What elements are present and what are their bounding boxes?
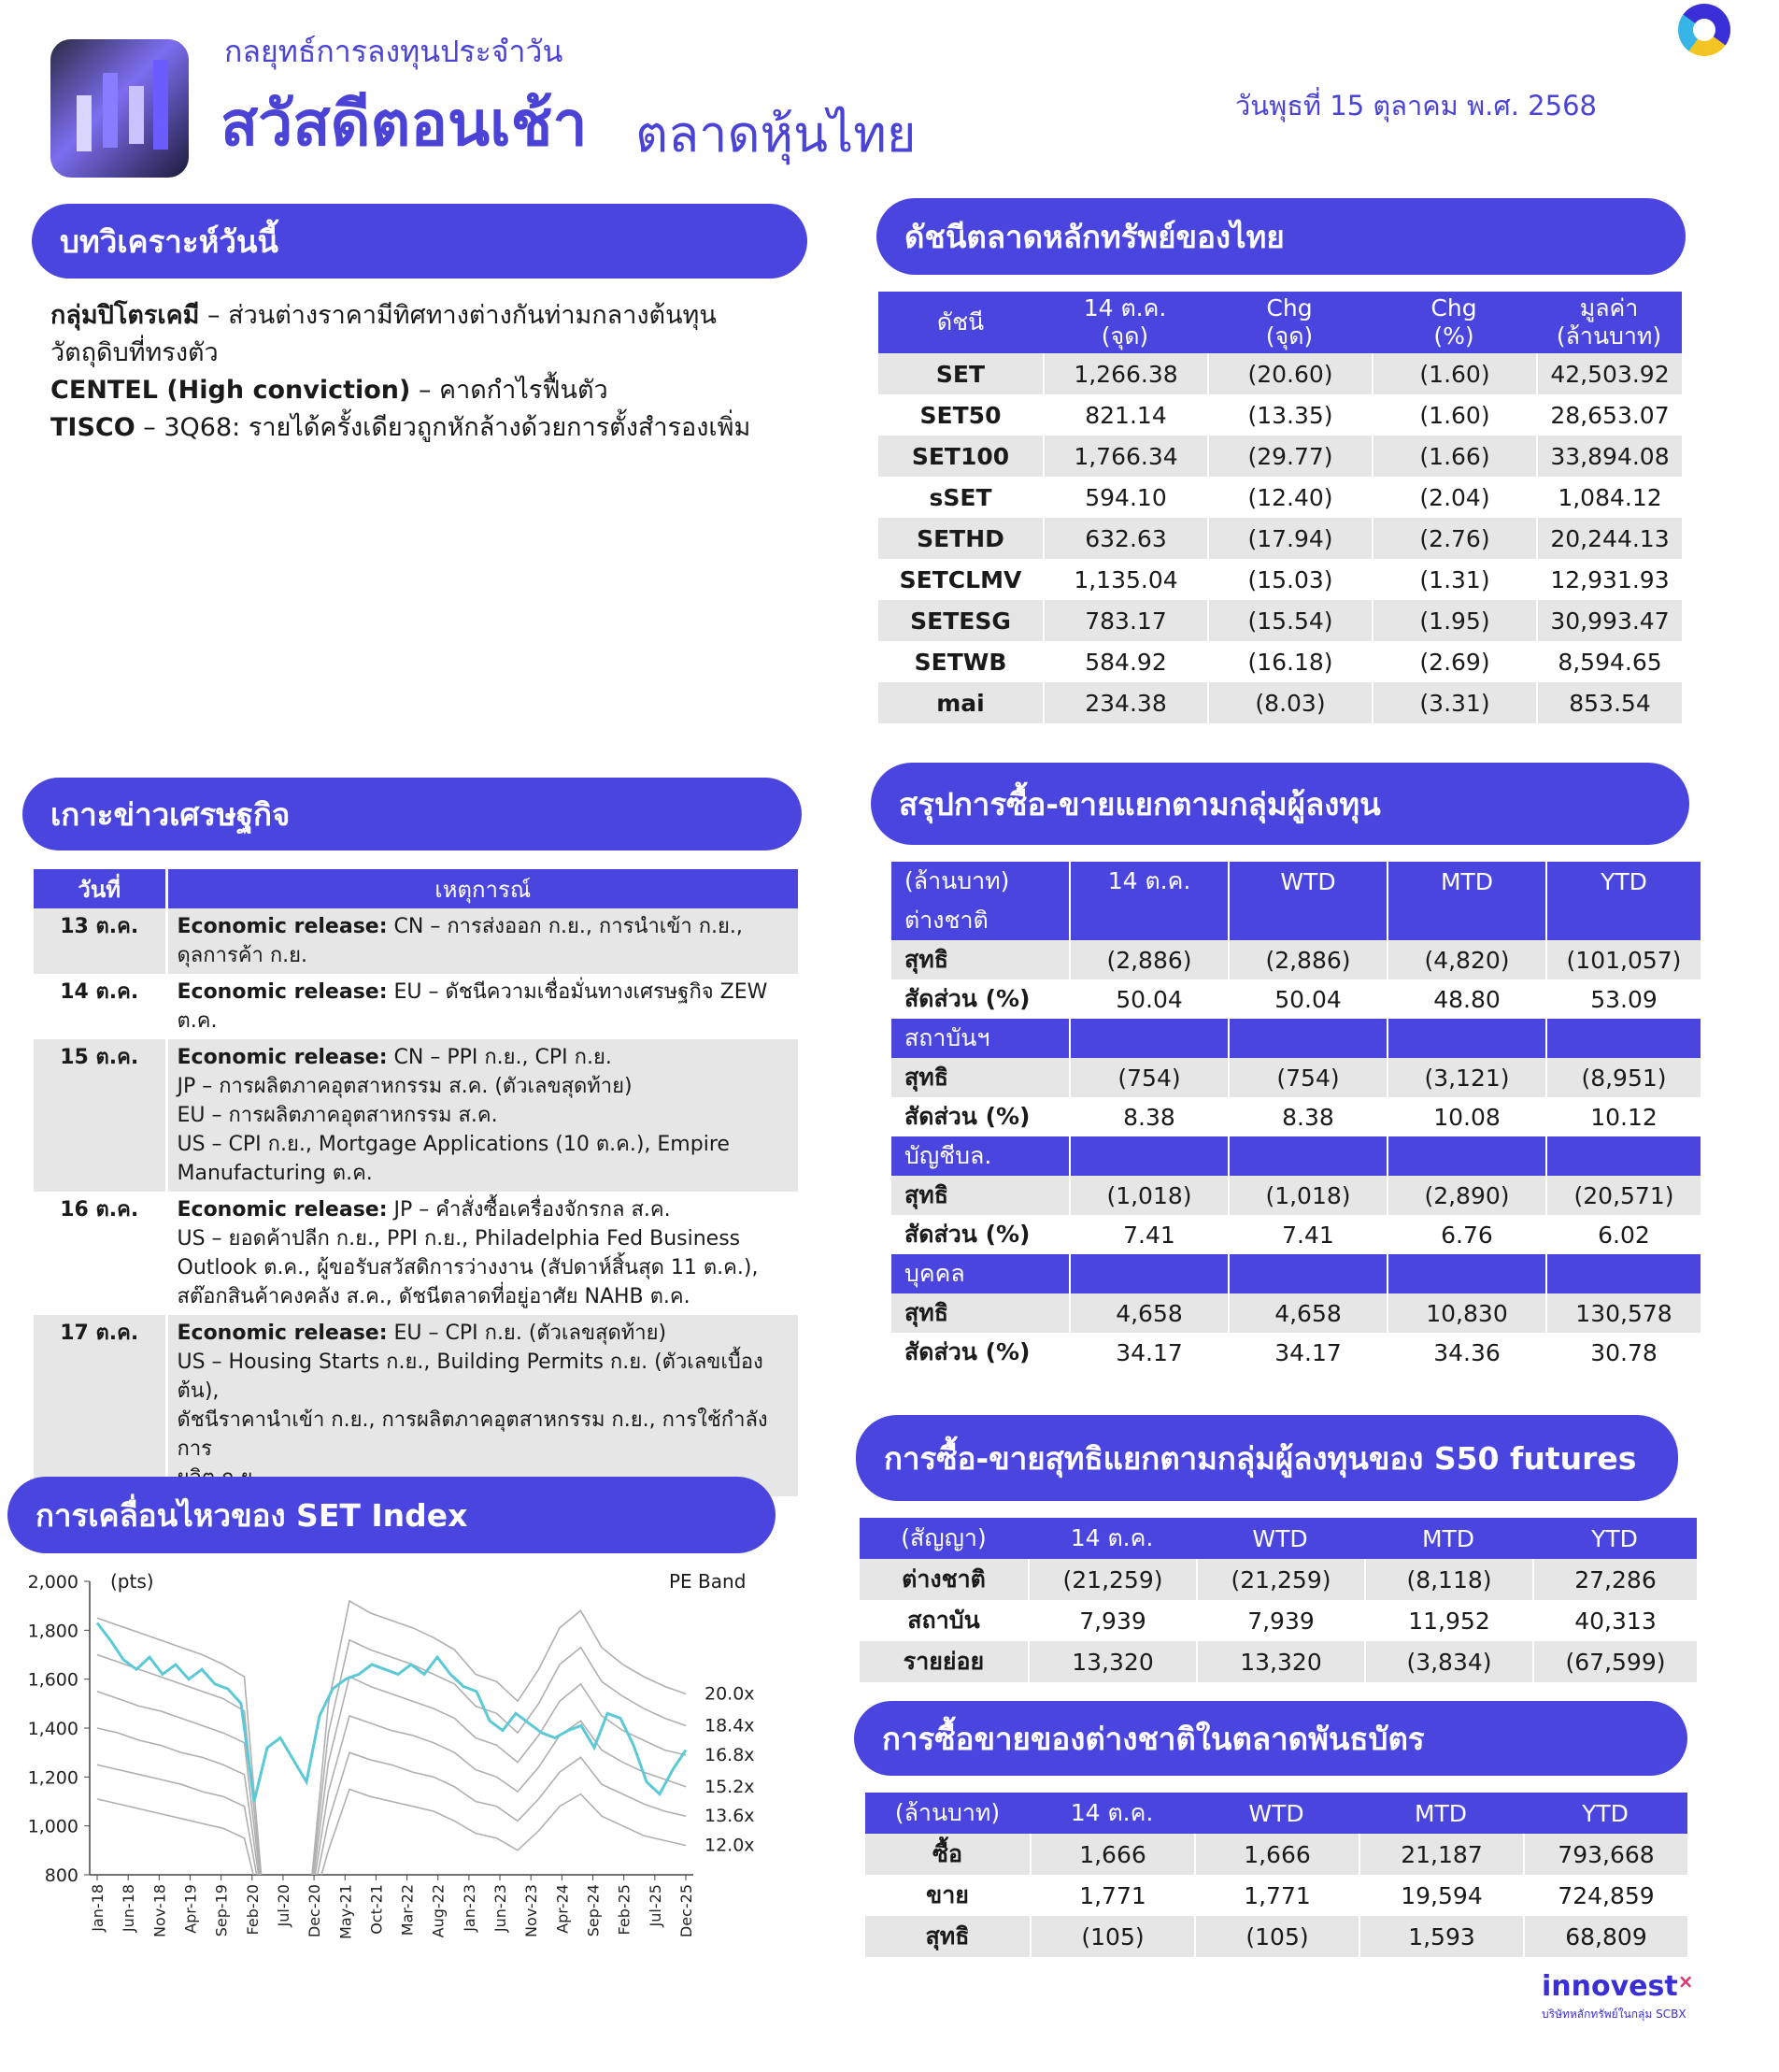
chart-x-tick-label: Dec-20 [306,1884,324,1938]
index-row-cell: 821.14 [1043,394,1207,436]
news-event-line: Economic release: JP – คำสั่งซื้อเครื่องจักรกล ส.ค. [177,1198,671,1222]
investor-share-row-cell: 7.41 [1228,1215,1387,1254]
investor-share-row-cell: สัดส่วน (%) [891,979,1069,1019]
set-index-chart [0,1563,822,1955]
index-heading: ดัชนีตลาดหลักทรัพย์ของไทย [876,198,1686,275]
futures-col-header: MTD [1364,1518,1532,1559]
investor-net-row-cell: (2,886) [1228,940,1387,979]
index-row-cell: 42,503.92 [1536,353,1682,394]
futures-col-header: WTD [1196,1518,1364,1559]
chart-x-tick-label: Aug-22 [429,1884,448,1938]
investor-net-row-cell: (2,890) [1387,1176,1545,1215]
investor-share-row-cell: 6.02 [1545,1215,1701,1254]
index-row-cell: 1,766.34 [1043,436,1207,477]
index-row-cell: 853.54 [1536,682,1682,723]
chart-x-tick-label: Sep-19 [212,1884,231,1937]
index-row-cell: SET [878,353,1043,394]
investor-share-row-cell: 8.38 [1228,1097,1387,1136]
chart-unit-label: (pts) [110,1570,154,1593]
investor-net-row-cell: (4,820) [1387,940,1545,979]
index-row [878,518,1682,559]
bonds-row-cell: 19,594 [1359,1875,1523,1916]
investor-group-row [891,901,1701,940]
investor-share-row-cell: 10.08 [1387,1097,1545,1136]
investor-share-row-cell: 6.76 [1387,1215,1545,1254]
index-row-cell: 1,135.04 [1043,559,1207,600]
index-row-cell: (1.95) [1372,600,1536,641]
chart-x-tick-label: Jan-18 [89,1884,107,1932]
news-row [34,1192,798,1315]
news-date: 15 ต.ค. [34,1039,166,1192]
index-row-cell: 783.17 [1043,600,1207,641]
index-row [878,682,1682,723]
bonds-col-header: (ล้านบาท) [865,1793,1030,1834]
bonds-row-cell: 793,668 [1523,1834,1687,1875]
bonds-row [865,1916,1687,1957]
futures-table [860,1518,1697,1682]
index-row-cell: 584.92 [1043,641,1207,682]
index-row-cell: 30,993.47 [1536,600,1682,641]
chart-x-tick-label: Jun-18 [120,1884,138,1933]
chart-y-tick-label: 1,600 [27,1669,78,1691]
bonds-row-cell: 21,187 [1359,1834,1523,1875]
chart-x-tick-label: Mar-22 [398,1884,417,1936]
investor-share-row-cell: สัดส่วน (%) [891,1097,1069,1136]
analysis-list [50,297,789,447]
index-row-cell: 20,244.13 [1536,518,1682,559]
index-row-cell: (16.18) [1207,641,1372,682]
index-row-cell: 33,894.08 [1536,436,1682,477]
header-logo-image [50,39,189,178]
investor-group-name: บุคคล [891,1254,1069,1293]
news-col-event: เหตุการณ์ [166,869,798,908]
index-row-cell: (1.31) [1372,559,1536,600]
futures-row [860,1559,1697,1600]
bonds-row-cell: ขาย [865,1875,1030,1916]
chart-y-tick-label: 1,800 [27,1621,78,1642]
investor-share-row-cell: 30.78 [1545,1333,1701,1372]
bonds-row [865,1834,1687,1875]
bonds-row-cell: 1,593 [1359,1916,1523,1957]
futures-col-header: (สัญญา) [860,1518,1028,1559]
bonds-row-cell: 1,666 [1194,1834,1359,1875]
index-table [878,292,1682,723]
news-row [34,1039,798,1192]
bonds-row-cell: 1,771 [1194,1875,1359,1916]
news-heading: เกาะข่าวเศรษฐกิจ [22,778,802,850]
news-row [34,974,798,1039]
investor-share-row-cell: 34.17 [1228,1333,1387,1372]
index-row-cell: 8,594.65 [1536,641,1682,682]
index-row-cell: 28,653.07 [1536,394,1682,436]
news-col-date: วันที่ [34,869,166,908]
index-row-cell: (15.03) [1207,559,1372,600]
analysis-heading: บทวิเคราะห์วันนี้ [32,204,807,279]
index-row [878,394,1682,436]
index-col-header: Chg (%) [1372,292,1536,353]
chart-x-tick-label: Feb-25 [615,1884,633,1936]
index-row [878,641,1682,682]
chart-x-tick-label: Apr-19 [181,1884,200,1934]
investor-col-header: WTD [1228,862,1387,901]
header-title-main: สวัสดีตอนเช้า [221,88,588,160]
index-row-cell: (20.60) [1207,353,1372,394]
chart-band-title: PE Band [669,1570,747,1593]
investor-net-row-cell: 10,830 [1387,1293,1545,1333]
news-event-line: Outlook ต.ค., ผู้ขอรับสวัสดิการว่างงาน (สัปดาห์สิ้นสุด 11 ต.ค.), [177,1256,759,1279]
news-event [166,1315,798,1496]
index-row-cell: (17.94) [1207,518,1372,559]
futures-col-header: 14 ต.ค. [1028,1518,1196,1559]
bonds-row-cell: (105) [1194,1916,1359,1957]
futures-row-cell: 7,939 [1028,1600,1196,1641]
chart-x-tick-label: Nov-18 [150,1884,169,1937]
index-row-cell: 234.38 [1043,682,1207,723]
chart-x-tick-label: Sep-24 [584,1884,603,1937]
futures-heading: การซื้อ-ขายสุทธิแยกตามกลุ่มผู้ลงทุนของ S50 futures [856,1415,1678,1501]
index-row-cell: (3.31) [1372,682,1536,723]
investor-net-row-cell: สุทธิ [891,1293,1069,1333]
chart-x-tick-label: Dec-25 [677,1884,695,1938]
index-row-cell: SET50 [878,394,1043,436]
index-row-cell: (29.77) [1207,436,1372,477]
futures-row-cell: 13,320 [1028,1641,1196,1682]
analysis-item: กลุ่มปิโตรเคมี – ส่วนต่างราคามีทิศทางต่างกันท่ามกลางต้นทุนวัตถุดิบที่ทรงตัว [50,301,717,367]
news-event [166,974,798,1039]
investor-net-row-cell: (8,951) [1545,1058,1701,1097]
index-row [878,353,1682,394]
header-title-sub: ตลาดหุ้นไทย [635,105,917,164]
bonds-row-cell: 1,771 [1030,1875,1194,1916]
investor-net-row-cell: (3,121) [1387,1058,1545,1097]
investor-share-row-cell: 53.09 [1545,979,1701,1019]
chart-heading: การเคลื่อนไหวของ SET Index [7,1477,776,1553]
futures-row-cell: สถาบัน [860,1600,1028,1641]
index-row-cell: SET100 [878,436,1043,477]
investor-net-row [891,1176,1701,1215]
index-row-cell: 594.10 [1043,477,1207,518]
bonds-row-cell: (105) [1030,1916,1194,1957]
header-date: วันพุธที่ 15 ตุลาคม พ.ศ. 2568 [1235,90,1597,121]
pe-band-label: 18.4x [704,1715,755,1736]
analysis-item: CENTEL (High conviction) – คาดกำไรฟื้นตัว [50,376,608,405]
news-event-line: Economic release: EU – ดัชนีความเชื่อมั่นทางเศรษฐกิจ ZEW ต.ค. [177,980,768,1033]
index-row-cell: (2.69) [1372,641,1536,682]
investor-net-row-cell: (1,018) [1228,1176,1387,1215]
pe-band-label: 12.0x [704,1835,755,1856]
bonds-table [865,1793,1687,1957]
index-row-cell: 632.63 [1043,518,1207,559]
investor-share-row-cell: สัดส่วน (%) [891,1215,1069,1254]
pe-band-label: 20.0x [704,1683,755,1705]
futures-row-cell: 7,939 [1196,1600,1364,1641]
investor-group-name: สถาบันฯ [891,1019,1069,1058]
investor-net-row-cell: (1,018) [1069,1176,1228,1215]
bonds-heading: การซื้อขายของต่างชาติในตลาดพันธบัตร [854,1701,1687,1776]
bonds-col-header: YTD [1523,1793,1687,1834]
futures-row-cell: (67,599) [1532,1641,1697,1682]
news-event-line: Economic release: CN – PPI ก.ย., CPI ก.ย. [177,1046,612,1069]
news-event-line: ดัชนีราคานำเข้า ก.ย., การผลิตภาคอุตสาหกรรม ก.ย., การใช้กำลังการ [177,1408,768,1461]
bonds-col-header: 14 ต.ค. [1030,1793,1194,1834]
index-row-cell: (12.40) [1207,477,1372,518]
pe-band-line [97,1640,686,1924]
index-col-header: Chg (จุด) [1207,292,1372,353]
futures-row-cell: 11,952 [1364,1600,1532,1641]
chart-x-tick-label: May-21 [336,1884,355,1939]
index-row-cell: (2.04) [1372,477,1536,518]
investor-group-name: ต่างชาติ [891,901,1069,940]
futures-row-cell: (21,259) [1028,1559,1196,1600]
investor-share-row-cell: 34.36 [1387,1333,1545,1372]
news-row [34,908,798,974]
futures-row [860,1600,1697,1641]
news-date: 14 ต.ค. [60,980,139,1004]
futures-row-cell: ต่างชาติ [860,1559,1028,1600]
index-row-cell: SETESG [878,600,1043,641]
news-table [34,869,798,1496]
futures-row-cell: 40,313 [1532,1600,1697,1641]
investor-col-header: YTD [1545,862,1701,901]
news-row [34,1315,798,1496]
chart-x-tick-label: Jan-23 [460,1884,478,1932]
investor-table [891,862,1701,1372]
chart-x-tick-label: Apr-24 [553,1884,572,1934]
news-event-line: Economic release: CN – การส่งออก ก.ย., การนำเข้า ก.ย., [177,915,743,938]
news-event-line: US – CPI ก.ย., Mortgage Applications (10 ต.ค.), Empire [177,1133,730,1156]
bonds-row-cell: 1,666 [1030,1834,1194,1875]
investor-group-row [891,1019,1701,1058]
futures-row [860,1641,1697,1682]
investor-net-row-cell: (20,571) [1545,1176,1701,1215]
header-subtitle: กลยุทธ์การลงทุนประจำวัน [224,34,563,69]
bonds-row-cell: สุทธิ [865,1916,1030,1957]
news-event-line: สต๊อกสินค้าคงคลัง ส.ค., ดัชนีตลาดที่อยู่อาศัย NAHB ต.ค. [177,1285,690,1308]
investor-net-row [891,1293,1701,1333]
chart-y-tick-label: 1,000 [27,1816,78,1837]
investor-col-header: MTD [1387,862,1545,901]
bonds-col-header: MTD [1359,1793,1523,1834]
investor-net-row-cell: 130,578 [1545,1293,1701,1333]
investor-share-row-cell: 48.80 [1387,979,1545,1019]
bonds-col-header: WTD [1194,1793,1359,1834]
investor-share-row [891,979,1701,1019]
set-index-line [97,1623,686,1802]
chart-y-tick-label: 1,200 [27,1767,78,1789]
investor-net-row-cell: สุทธิ [891,940,1069,979]
index-col-header: ดัชนี [878,292,1043,353]
index-row-cell: (2.76) [1372,518,1536,559]
news-date: 16 ต.ค. [60,1198,139,1222]
investor-share-row [891,1333,1701,1372]
chart-x-tick-label: Nov-23 [522,1884,541,1937]
index-row-cell: SETCLMV [878,559,1043,600]
investor-net-row-cell: (754) [1069,1058,1228,1097]
futures-col-header: YTD [1532,1518,1697,1559]
index-row [878,600,1682,641]
bonds-row-cell: ซื้อ [865,1834,1030,1875]
bonds-row-cell: 68,809 [1523,1916,1687,1957]
investor-net-row-cell: 4,658 [1069,1293,1228,1333]
bonds-row-cell: 724,859 [1523,1875,1687,1916]
pe-band-label: 13.6x [704,1806,755,1827]
index-row-cell: (1.66) [1372,436,1536,477]
investor-group-row [891,1254,1701,1293]
chart-y-tick-label: 1,400 [27,1719,78,1739]
investor-net-row-cell: สุทธิ [891,1176,1069,1215]
index-row-cell: 12,931.93 [1536,559,1682,600]
futures-row-cell: (3,834) [1364,1641,1532,1682]
investor-share-row [891,1097,1701,1136]
chart-y-tick-label: 800 [44,1865,78,1886]
investor-share-row [891,1215,1701,1254]
pe-band-label: 15.2x [704,1776,755,1797]
chart-x-tick-label: Jul-20 [274,1884,292,1927]
news-event-line: Manufacturing ต.ค. [177,1162,373,1185]
investor-net-row-cell: (754) [1228,1058,1387,1097]
chart-x-tick-label: Jul-25 [646,1884,664,1927]
index-row-cell: 1,266.38 [1043,353,1207,394]
news-event [166,908,798,974]
index-row-cell: 1,084.12 [1536,477,1682,518]
investor-share-row-cell: 50.04 [1069,979,1228,1019]
chart-x-tick-label: Feb-20 [243,1884,262,1936]
investor-share-row-cell: 10.12 [1545,1097,1701,1136]
chart-x-tick-label: Jun-23 [491,1884,510,1933]
index-row-cell: (8.03) [1207,682,1372,723]
brand-corner-icon [1678,4,1730,56]
investor-heading: สรุปการซื้อ-ขายแยกตามกลุ่มผู้ลงทุน [871,763,1689,845]
index-row-cell: SETWB [878,641,1043,682]
futures-row-cell: 13,320 [1196,1641,1364,1682]
news-event-line: Economic release: EU – CPI ก.ย. (ตัวเลขสุดท้าย) [177,1322,667,1345]
news-date: 17 ต.ค. [34,1315,166,1496]
index-row [878,559,1682,600]
analysis-item: TISCO – 3Q68: รายได้ครั้งเดียวถูกหักล้างด้วยการตั้งสำรองเพิ่ม [50,413,751,442]
bonds-row [865,1875,1687,1916]
investor-group-name: บัญชีบล. [891,1136,1069,1176]
investor-share-row-cell: 34.17 [1069,1333,1228,1372]
futures-row-cell: 27,286 [1532,1559,1697,1600]
news-event-line: US – Housing Starts ก.ย., Building Permits ก.ย. (ตัวเลขเบื้องต้น), [177,1350,763,1403]
index-row-cell: (1.60) [1372,353,1536,394]
news-event [166,1192,798,1315]
investor-net-row [891,940,1701,979]
investor-net-row-cell: (101,057) [1545,940,1701,979]
futures-row-cell: (8,118) [1364,1559,1532,1600]
news-event-line: EU – การผลิตภาคอุตสาหกรรม ส.ค. [177,1104,498,1127]
index-row-cell: (15.54) [1207,600,1372,641]
index-col-header: 14 ต.ค. (จุด) [1043,292,1207,353]
investor-share-row-cell: สัดส่วน (%) [891,1333,1069,1372]
investor-net-row-cell: 4,658 [1228,1293,1387,1333]
chart-x-tick-label: Oct-21 [367,1884,386,1935]
chart-y-tick-label: 2,000 [27,1572,78,1593]
investor-group-row [891,1136,1701,1176]
investor-share-row-cell: 50.04 [1228,979,1387,1019]
futures-row-cell: (21,259) [1196,1559,1364,1600]
index-col-header: มูลค่า (ล้านบาท) [1536,292,1682,353]
footer-brand: innovest× [1542,1970,1694,2003]
index-row [878,477,1682,518]
futures-row-cell: รายย่อย [860,1641,1028,1682]
index-row-cell: (1.60) [1372,394,1536,436]
index-row-cell: (13.35) [1207,394,1372,436]
news-event-line: US – ยอดค้าปลีก ก.ย., PPI ก.ย., Philadelphia Fed Business [177,1227,741,1250]
index-row-cell: sSET [878,477,1043,518]
news-date: 13 ต.ค. [34,908,166,974]
investor-share-row-cell: 7.41 [1069,1215,1228,1254]
index-row-cell: mai [878,682,1043,723]
news-event-line: JP – การผลิตภาคอุตสาหกรรม ส.ค. (ตัวเลขสุดท้าย) [177,1075,633,1098]
investor-col-header: 14 ต.ค. [1069,862,1228,901]
news-event-line: ดุลการค้า ก.ย. [177,944,308,967]
investor-net-row [891,1058,1701,1097]
footer-brand-sub: บริษัทหลักทรัพย์ในกลุ่ม SCBX [1542,2008,1686,2021]
investor-net-row-cell: (2,886) [1069,940,1228,979]
investor-col-header: (ล้านบาท) [891,862,1069,901]
pe-band-label: 16.8x [704,1744,755,1765]
index-row-cell: SETHD [878,518,1043,559]
index-row [878,436,1682,477]
investor-net-row-cell: สุทธิ [891,1058,1069,1097]
investor-share-row-cell: 8.38 [1069,1097,1228,1136]
news-event [166,1039,798,1192]
